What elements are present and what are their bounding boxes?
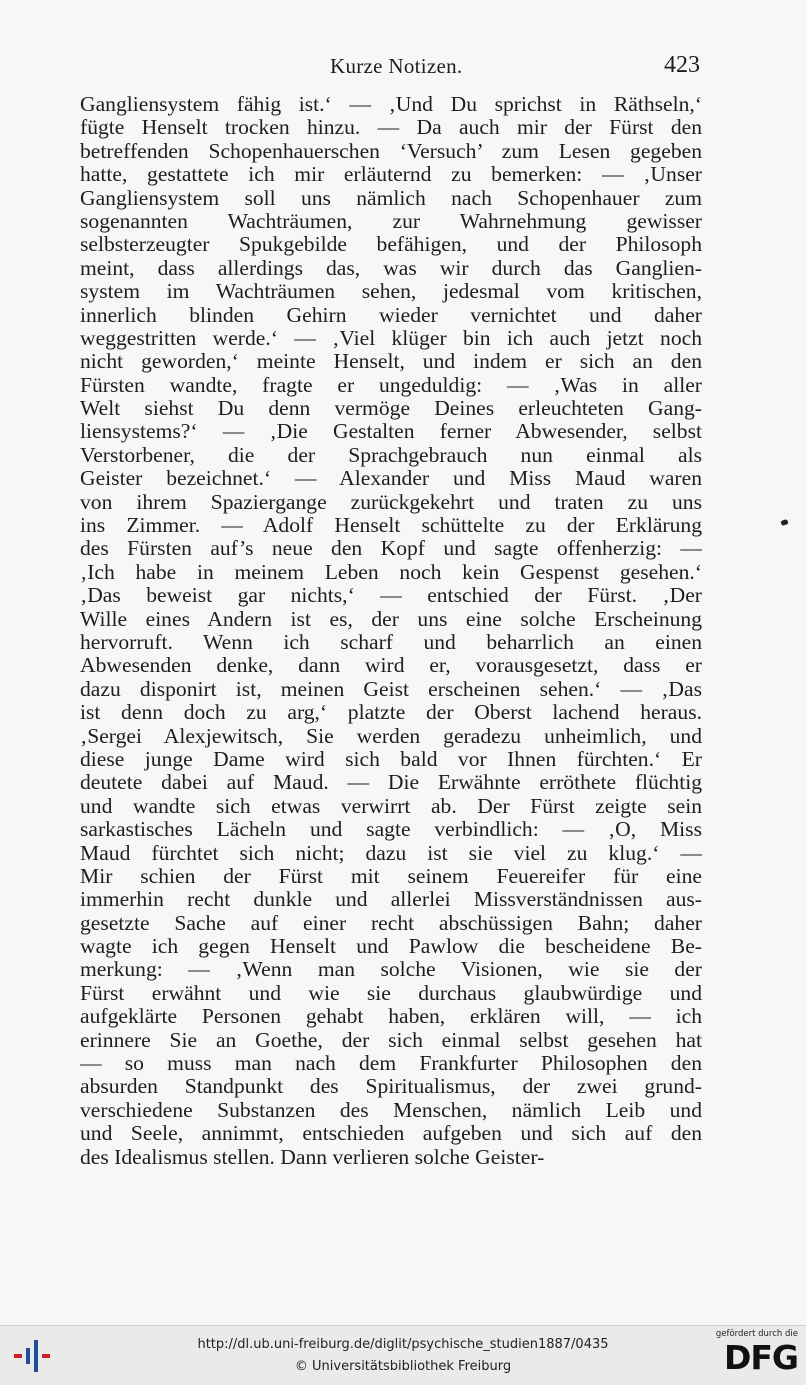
text-line: ‚Ich habe in meinem Leben noch kein Gespenst gesehen.‘	[80, 560, 702, 584]
text-line: meint, dass allerdings das, was wir durch das Ganglien-	[80, 256, 702, 280]
text-line: und wandte sich etwas verwirrt ab. Der Fürst zeigte sein	[80, 794, 702, 818]
text-line: system im Wachträumen sehen, jedesmal vom kritischen,	[80, 280, 702, 304]
viewer-footer	[0, 1325, 806, 1385]
text-line: ist denn doch zu arg,‘ platzte der Oberst lachend heraus.	[80, 701, 702, 725]
text-line: selbsterzeugter Spukgebilde befähigen, und der Philosoph	[80, 233, 702, 257]
text-line: Fürsten wandte, fragte er ungeduldig: — ‚Was in aller	[80, 373, 702, 397]
text-line: innerlich blinden Gehirn wieder vernichtet und daher	[80, 303, 702, 327]
text-line: hervorruft. Wenn ich scharf und beharrlich an einen	[80, 630, 702, 654]
text-line: gesetzte Sache auf einer recht abschüssigen Bahn; daher	[80, 911, 702, 935]
copyright-notice: © Universitätsbibliothek Freiburg	[294, 1359, 512, 1374]
text-line: verschiedene Substanzen des Menschen, nämlich Leib und	[80, 1098, 702, 1122]
text-line: und Seele, annimmt, entschieden aufgeben und sich auf den	[80, 1122, 702, 1146]
text-line: Abwesenden denke, dann wird er, vorausgesetzt, dass er	[80, 654, 702, 678]
text-line: sarkastisches Lächeln und sagte verbindlich: — ‚O, Miss	[80, 818, 702, 842]
text-line: des Fürsten auf’s neue den Kopf und sagte offenherzig: —	[80, 537, 702, 561]
text-line: dazu disponirt ist, meinen Geist erscheinen sehen.‘ — ‚Das	[80, 677, 702, 701]
text-line: ins Zimmer. — Adolf Henselt schüttelte zu der Erklärung	[80, 514, 702, 538]
text-line: absurden Standpunkt des Spiritualismus, der zwei grund-	[80, 1075, 702, 1099]
text-line: merkung: — ‚Wenn man solche Visionen, wie sie der	[80, 958, 702, 982]
dfg-logo: DFG	[723, 1338, 798, 1377]
scan-speck	[780, 519, 788, 526]
text-line: des Idealismus stellen. Dann verlieren solche Geister-	[80, 1145, 545, 1169]
text-line: hatte, gestattete ich mir erläuternd zu bemerken: — ‚Unser	[80, 163, 702, 187]
text-line: aufgeklärte Personen gehabt haben, erklären will, — ich	[80, 1005, 702, 1029]
text-line: sogenannten Wachträumen, zur Wahrnehmung gewisser	[80, 209, 702, 233]
text-line: wagte ich gegen Henselt und Pawlow die bescheidene Be-	[80, 935, 702, 959]
running-head-title: Kurze Notizen.	[330, 54, 463, 78]
text-line: betreffenden Schopenhauerschen ‘Versuch’ zum Lesen gegeben	[80, 139, 702, 163]
funder-label: gefördert durch die	[715, 1329, 798, 1339]
text-line: weggestritten werde.‘ — ‚Viel klüger bin ich auch jetzt noch	[80, 326, 702, 350]
body-text	[80, 93, 702, 1169]
funder-badge	[706, 1329, 798, 1383]
text-line: diese junge Dame wird sich bald vor Ihnen fürchten.‘ Er	[80, 747, 702, 771]
text-line: ‚Das beweist gar nichts,‘ — entschied der Fürst. ‚Der	[80, 584, 702, 608]
text-line: Gangliensystem fähig ist.‘ — ‚Und Du sprichst in Räthseln,‘	[80, 93, 702, 116]
text-line: nicht geworden,‘ meinte Henselt, und indem er sich an den	[80, 350, 702, 374]
text-line: Welt siehst Du denn vermöge Deines erleuchteten Gang-	[80, 397, 702, 421]
text-line: Mir schien der Fürst mit seinem Feuereifer für eine	[80, 864, 702, 888]
text-line: Verstorbener, die der Sprachgebrauch nun einmal als	[80, 443, 702, 467]
page-number: 423	[664, 52, 700, 78]
running-head	[80, 52, 702, 82]
text-line: immerhin recht dunkle und allerlei Missverständnissen aus-	[80, 888, 702, 912]
text-line: erinnere Sie an Goethe, der sich einmal selbst gesehen hat	[80, 1028, 702, 1052]
text-line: deutete dabei auf Maud. — Die Erwähnte erröthete flüchtig	[80, 771, 702, 795]
text-line: — so muss man nach dem Frankfurter Philosophen den	[80, 1052, 702, 1076]
source-url-link[interactable]: http://dl.ub.uni-freiburg.de/diglit/psychische_studien1887/0435	[197, 1337, 609, 1352]
text-line: Fürst erwähnt und wie sie durchaus glaubwürdige und	[80, 981, 702, 1005]
text-line: Wille eines Andern ist es, der uns eine solche Erscheinung	[80, 607, 702, 631]
text-line: Maud fürchtet sich nicht; dazu ist sie viel zu klug.‘ —	[80, 841, 702, 865]
text-line: fügte Henselt trocken hinzu. — Da auch mir der Fürst den	[80, 116, 702, 140]
text-line: von ihrem Spaziergange zurückgekehrt und traten zu uns	[80, 490, 702, 514]
text-line: Gangliensystem soll uns nämlich nach Schopenhauer zum	[80, 186, 702, 210]
text-line: Geister bezeichnet.‘ — Alexander und Miss Maud waren	[80, 467, 702, 491]
text-line: liensystems?‘ — ‚Die Gestalten ferner Abwesender, selbst	[80, 420, 702, 444]
text-line: ‚Sergei Alexjewitsch, Sie werden geradezu unheimlich, und	[80, 724, 702, 748]
